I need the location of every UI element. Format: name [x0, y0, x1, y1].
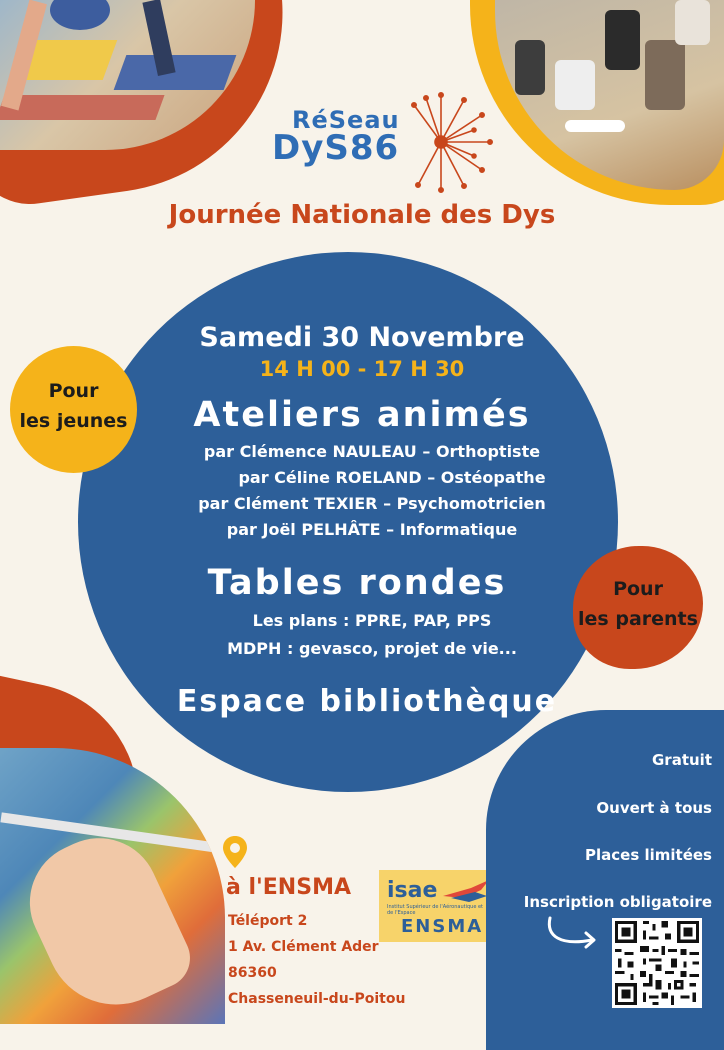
isae-wordmark: isae	[387, 878, 438, 903]
badge-jeunes-line2: les jeunes	[19, 410, 128, 432]
logo-line2: DyS86	[272, 128, 400, 168]
info-places: Places limitées	[585, 846, 712, 864]
atelier-line: par Clément TEXIER – Psychomotricien	[198, 494, 546, 513]
badge-parents-line1: Pour	[613, 578, 663, 600]
info-inscription: Inscription obligatoire	[523, 893, 712, 911]
logo-line1: RéSeau	[292, 106, 400, 134]
atelier-line: par Clémence NAULEAU – Orthoptiste	[203, 442, 541, 461]
isae-subtitle: Institut Supérieur de l'Aéronautique et de l'Espace	[387, 904, 484, 916]
photo-sensory-sand	[0, 748, 225, 1024]
qr-code[interactable]	[612, 918, 702, 1008]
badge-pour-les-jeunes	[10, 346, 137, 473]
reseau-dys86-logo	[268, 88, 498, 198]
address-line: 1 Av. Clément Ader	[228, 939, 379, 955]
location-pin-icon	[223, 836, 247, 868]
info-gratuit: Gratuit	[652, 751, 712, 769]
isae-ensma-logo	[379, 870, 496, 942]
photo-round-table-meeting	[495, 0, 724, 190]
badge-jeunes-line1: Pour	[48, 380, 99, 402]
info-ouvert: Ouvert à tous	[596, 799, 712, 817]
tables-rondes-heading: Tables rondes	[207, 563, 507, 603]
location-title: à l'ENSMA	[226, 875, 351, 900]
event-title: Journée Nationale des Dys	[168, 200, 556, 230]
ensma-wordmark: ENSMA	[401, 916, 484, 937]
event-date: Samedi 30 Novembre	[199, 322, 525, 353]
address-line: Téléport 2	[228, 913, 308, 929]
sunburst-icon	[386, 90, 496, 195]
bibliotheque-heading: Espace bibliothèque	[176, 684, 558, 719]
address-line: Chasseneuil-du-Poitou	[228, 991, 406, 1007]
atelier-line: par Joël PELHÂTE – Informatique	[226, 520, 518, 539]
atelier-line: par Céline ROELAND – Ostéopathe	[238, 468, 546, 487]
table-ronde-line: MDPH : gevasco, projet de vie...	[227, 639, 517, 658]
event-hours: 14 H 00 - 17 H 30	[259, 357, 465, 381]
address-line: 86360	[228, 965, 277, 981]
curved-arrow-icon	[542, 912, 604, 952]
table-ronde-line: Les plans : PPRE, PAP, PPS	[252, 611, 492, 630]
badge-parents-line2: les parents	[578, 608, 698, 630]
plane-icon	[441, 878, 491, 904]
ateliers-heading: Ateliers animés	[193, 395, 531, 435]
